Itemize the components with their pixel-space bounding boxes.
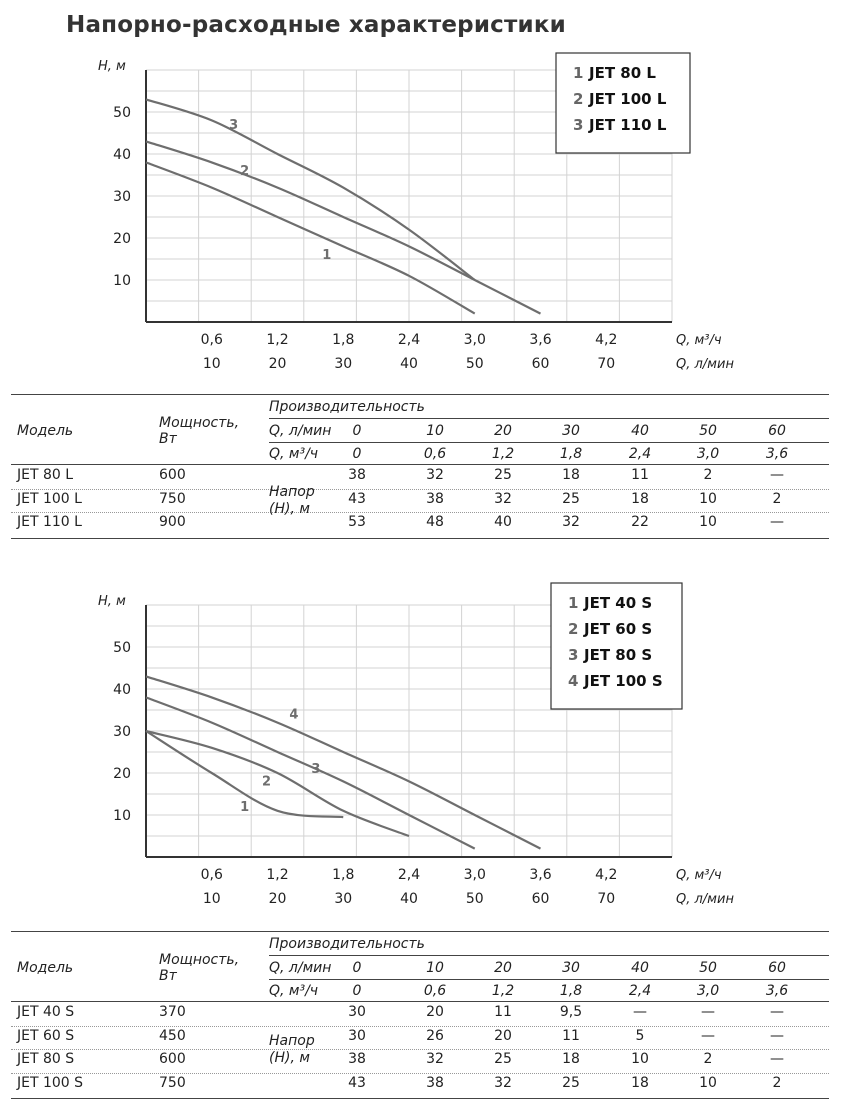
header-m3h-value: 1,2 [491,446,515,462]
row-model: JET 100 S [17,1074,84,1091]
head-label-unit: (H), м [269,1050,310,1066]
series-label-4: 4 [289,707,299,723]
header-lmin-value: 0 [352,960,362,976]
row-head-value: 38 [426,1074,444,1091]
legend-entry: JET 100 S [584,672,663,690]
row-divider [11,489,829,490]
header-m3h-value: 2,4 [628,446,652,462]
row-head-value: 18 [631,1074,649,1091]
header-lmin-value: 40 [631,423,649,439]
row-head-value: 38 [348,1051,366,1067]
rule-below-lmin [269,442,829,443]
row-head-value: 40 [494,514,512,530]
header-power: Мощность, [159,415,240,431]
row-head-value: 26 [426,1027,444,1044]
x-tick-label-secondary: 70 [597,356,616,372]
rule-below-header [11,1001,829,1002]
rule-below-lmin [269,979,829,980]
row-head-value: 18 [562,1051,580,1067]
legend-entry: JET 80 L [589,64,656,82]
row-head-value: 25 [494,1051,512,1067]
row-divider [11,1049,829,1050]
series-label-2: 2 [240,164,250,179]
y-tick-label: 20 [113,766,131,782]
row-head-value: 32 [426,467,444,483]
series-label-1: 1 [322,248,332,263]
legend-entry: JET 60 S [584,620,653,638]
y-tick-label: 10 [113,808,131,824]
head-label-unit: (H), м [269,501,310,518]
y-tick-label: 30 [113,724,131,740]
header-q-lmin: Q, л/мин [269,960,332,976]
row-head-value: 43 [348,1074,366,1091]
header-m3h-value: 3,6 [765,983,789,999]
x-tick-label: 3,0 [463,332,486,348]
row-power: 750 [159,490,186,507]
row-head-value: 2 [772,490,782,507]
row-head-value: 20 [426,1004,444,1020]
row-power: 600 [159,467,186,483]
row-model: JET 80 L [17,467,74,483]
row-head-value: 38 [426,490,444,507]
x-tick-label: 0,6 [200,332,223,348]
legend-number: 1 [573,64,584,82]
legend-entry: JET 80 S [584,646,653,664]
y-axis-label: H, м [98,594,126,609]
x-tick-label-secondary: 20 [268,891,287,907]
row-head-value: 2 [703,1051,713,1067]
legend-entry: JET 110 L [589,116,667,134]
row-head-value: — [770,514,784,530]
row-divider [11,512,829,513]
row-head-value: — [770,467,784,483]
header-m3h-value: 3,0 [696,446,720,462]
header-q-m3h: Q, м³/ч [269,446,319,462]
x-tick-label: 0,6 [200,867,223,883]
row-head-value: 9,5 [559,1004,583,1020]
header-model: Модель [17,960,74,976]
row-head-value: — [633,1004,647,1020]
legend-number: 2 [568,620,579,638]
x-tick-label-secondary: 50 [465,891,484,907]
x-axis-label-secondary: Q, л/мин [676,357,734,372]
header-lmin-value: 30 [562,423,580,439]
header-performance: Производительность [269,399,425,415]
series-label-3: 3 [311,762,321,777]
y-tick-label: 30 [113,189,131,205]
row-head-value: 2 [703,467,713,483]
row-head-value: 5 [635,1027,645,1044]
legend-number: 3 [573,116,584,134]
header-lmin-value: 0 [352,423,362,439]
y-tick-label: 40 [113,147,131,163]
table-bottom-rule [11,1098,829,1099]
header-lmin-value: 50 [699,960,717,976]
legend-number: 2 [573,90,584,108]
x-tick-label-secondary: 30 [334,891,353,907]
y-tick-label: 50 [113,640,131,656]
legend-number: 4 [568,672,579,690]
x-tick-label-secondary: 10 [202,356,221,372]
row-head-value: 2 [772,1074,782,1091]
series-label-2: 2 [262,774,272,790]
y-tick-label: 50 [113,105,131,121]
x-tick-label-secondary: 10 [202,891,221,907]
page-title: Напорно-расходные характеристики [66,12,566,38]
x-tick-label: 1,8 [332,332,355,348]
series-label-1: 1 [240,799,250,815]
header-lmin-value: 40 [631,960,649,976]
header-lmin-value: 20 [494,960,512,976]
row-head-value: 25 [494,467,512,483]
row-head-value: 10 [699,514,717,530]
row-power: 900 [159,514,186,530]
row-head-value: 32 [426,1051,444,1067]
x-tick-label: 4,2 [595,867,618,883]
header-m3h-value: 3,6 [765,446,789,462]
row-head-value: 11 [631,467,649,483]
x-tick-label: 4,2 [595,332,618,348]
table-top-rule [11,931,829,932]
row-head-value: — [701,1027,715,1044]
row-head-value: 38 [348,467,366,483]
row-power: 450 [159,1027,186,1044]
chart-jet-l [0,40,844,380]
x-tick-label-secondary: 40 [400,891,418,907]
header-q-lmin: Q, л/мин [269,423,332,439]
x-tick-label-secondary: 60 [531,356,550,372]
row-head-value: — [770,1004,784,1020]
row-model: JET 40 S [17,1004,75,1020]
row-head-value: 43 [348,490,366,507]
header-m3h-value: 3,0 [696,983,720,999]
x-tick-label-secondary: 60 [531,891,550,907]
row-head-value: 11 [562,1027,580,1044]
head-label: Напор [269,484,315,501]
table-bottom-rule [11,538,829,539]
x-tick-label: 2,4 [397,867,421,883]
row-head-value: 32 [494,1074,512,1091]
legend-number: 1 [568,594,579,612]
x-tick-label: 2,4 [397,332,421,348]
row-power: 370 [159,1004,186,1020]
series-line-2 [146,731,409,836]
y-axis-label: H, м [98,59,126,74]
header-m3h-value: 0,6 [423,983,447,999]
row-model: JET 100 L [17,490,82,507]
series-line-2 [146,141,541,313]
rule-below-header [11,464,829,465]
header-power-unit: Вт [159,431,177,447]
row-divider [11,1073,829,1074]
header-performance: Производительность [269,936,425,952]
header-lmin-value: 50 [699,423,717,439]
row-head-value: 10 [631,1051,649,1067]
row-head-value: 22 [631,514,649,530]
header-lmin-value: 60 [768,960,786,976]
rule-below-performance [269,955,829,956]
x-axis-label-secondary: Q, л/мин [676,892,734,907]
x-tick-label: 1,2 [266,332,289,348]
header-m3h-value: 1,2 [491,983,515,999]
row-head-value: 25 [562,1074,580,1091]
x-tick-label: 3,6 [529,332,552,348]
row-head-value: — [770,1027,784,1044]
x-axis-label: Q, м³/ч [676,333,722,348]
header-m3h-value: 1,8 [559,446,583,462]
series-label-3: 3 [229,117,239,133]
x-tick-label-secondary: 40 [400,356,418,372]
head-label: Напор [269,1033,315,1049]
x-tick-label-secondary: 30 [334,356,353,372]
chart-jet-s [0,575,844,915]
row-head-value: 53 [348,514,366,530]
table-top-rule [11,394,829,395]
header-lmin-value: 20 [494,423,512,439]
x-tick-label-secondary: 50 [465,356,484,372]
header-model: Модель [17,423,74,439]
header-power-unit: Вт [159,968,177,984]
row-head-value: 25 [562,490,580,507]
y-tick-label: 40 [113,682,131,698]
row-head-value: 11 [494,1004,512,1020]
row-model: JET 80 S [17,1051,75,1067]
header-m3h-value: 0,6 [423,446,447,462]
header-m3h-value: 0 [352,446,362,462]
row-head-value: 18 [562,467,580,483]
series-line-4 [146,676,541,848]
header-m3h-value: 1,8 [559,983,583,999]
rule-below-performance [269,418,829,419]
header-lmin-value: 10 [426,423,444,439]
row-head-value: 18 [631,490,649,507]
header-q-m3h: Q, м³/ч [269,983,319,999]
header-lmin-value: 60 [768,423,786,439]
x-tick-label: 1,2 [266,867,289,883]
header-m3h-value: 2,4 [628,983,652,999]
x-tick-label-secondary: 20 [268,356,287,372]
header-m3h-value: 0 [352,983,362,999]
row-power: 600 [159,1051,186,1067]
y-tick-label: 20 [113,231,131,247]
header-lmin-value: 30 [562,960,580,976]
row-head-value: 20 [494,1027,512,1044]
header-lmin-value: 10 [426,960,444,976]
row-head-value: — [770,1051,784,1067]
series-line-3 [146,99,475,280]
x-tick-label: 1,8 [332,867,355,883]
row-head-value: 10 [699,490,717,507]
x-axis-label: Q, м³/ч [676,868,722,883]
legend-entry: JET 100 L [589,90,667,108]
row-divider [11,1026,829,1027]
row-head-value: 48 [426,514,444,530]
row-head-value: 32 [494,490,512,507]
header-power: Мощность, [159,952,240,968]
row-head-value: 30 [348,1004,366,1020]
row-model: JET 60 S [17,1027,75,1044]
row-model: JET 110 L [17,514,82,530]
row-head-value: 30 [348,1027,366,1044]
x-tick-label: 3,0 [463,867,486,883]
legend-number: 3 [568,646,579,664]
x-tick-label: 3,6 [529,867,552,883]
x-tick-label-secondary: 70 [597,891,616,907]
legend-entry: JET 40 S [584,594,653,612]
row-head-value: 10 [699,1074,717,1091]
row-power: 750 [159,1074,186,1091]
row-head-value: 32 [562,514,580,530]
row-head-value: — [701,1004,715,1020]
y-tick-label: 10 [113,273,131,289]
